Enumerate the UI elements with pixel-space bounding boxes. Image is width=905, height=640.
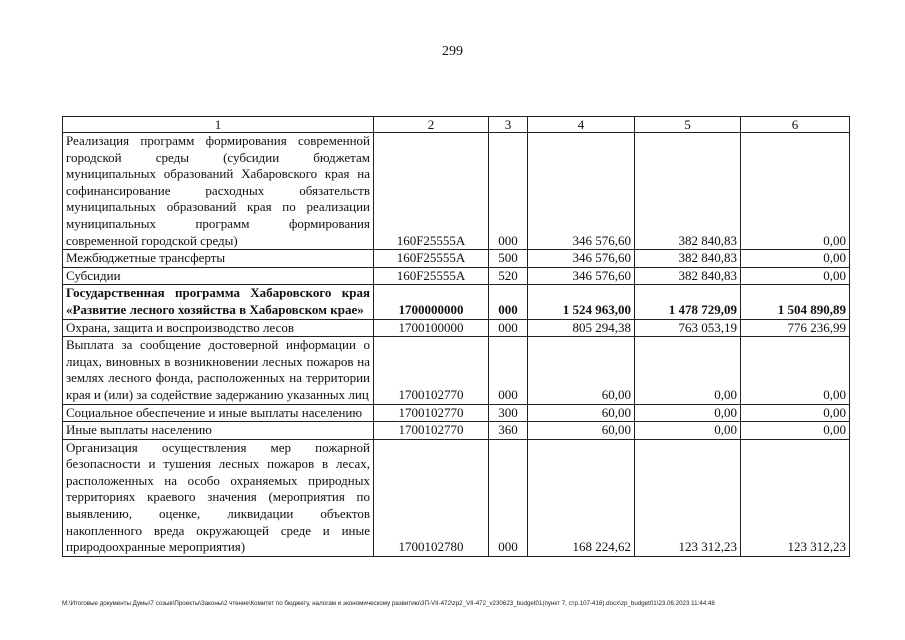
header-col-2: 2 — [374, 117, 489, 133]
table-row — [63, 404, 850, 422]
row-expense-type-cell: 000 — [489, 439, 528, 556]
row-amount-col6-cell: 0,00 — [741, 133, 850, 250]
row-name-cell: Субсидии — [63, 267, 374, 285]
row-amount-col4-cell: 346 576,60 — [528, 267, 635, 285]
budget-table — [62, 116, 850, 557]
row-amount-col6-cell: 1 504 890,89 — [741, 285, 850, 319]
table-row — [63, 337, 850, 404]
row-expense-type-cell: 000 — [489, 337, 528, 404]
row-amount-col5-cell: 1 478 729,09 — [635, 285, 741, 319]
row-amount-col4-cell: 60,00 — [528, 404, 635, 422]
row-amount-col6-cell: 123 312,23 — [741, 439, 850, 556]
row-amount-col4-cell: 60,00 — [528, 337, 635, 404]
row-amount-col6-cell: 0,00 — [741, 267, 850, 285]
row-expense-type-cell: 500 — [489, 250, 528, 268]
row-csr-code-cell: 1700102780 — [374, 439, 489, 556]
row-amount-col6-cell: 776 236,99 — [741, 319, 850, 337]
table-row — [63, 319, 850, 337]
row-expense-type-cell: 000 — [489, 133, 528, 250]
row-amount-col6-cell: 0,00 — [741, 404, 850, 422]
table-row — [63, 250, 850, 268]
header-col-3: 3 — [489, 117, 528, 133]
table-header-row — [63, 117, 850, 133]
row-csr-code-cell: 1700102770 — [374, 404, 489, 422]
row-amount-col4-cell: 168 224,62 — [528, 439, 635, 556]
row-name-cell: Реализация программ формирования современной городской среды (субсидии бюджетам муниципальных образований Хабаровского края на софинансирование расходных обязательств муниципальных образований края по реализации муниципальных программ формирования современной городской среды) — [63, 133, 374, 250]
row-amount-col4-cell: 346 576,60 — [528, 250, 635, 268]
page-number: 299 — [442, 44, 463, 59]
row-expense-type-cell: 000 — [489, 285, 528, 319]
row-amount-col5-cell: 382 840,83 — [635, 267, 741, 285]
header-col-6: 6 — [741, 117, 850, 133]
table-row — [63, 267, 850, 285]
row-csr-code-cell: 1700102770 — [374, 422, 489, 440]
row-name-cell: Межбюджетные трансферты — [63, 250, 374, 268]
row-name-cell: Охрана, защита и воспроизводство лесов — [63, 319, 374, 337]
row-amount-col5-cell: 382 840,83 — [635, 133, 741, 250]
row-amount-col6-cell: 0,00 — [741, 422, 850, 440]
row-name-cell: Государственная программа Хабаровского края «Развитие лесного хозяйства в Хабаровском крае» — [63, 285, 374, 319]
row-csr-code-cell: 1700000000 — [374, 285, 489, 319]
row-amount-col5-cell: 0,00 — [635, 337, 741, 404]
row-csr-code-cell: 160F25555A — [374, 133, 489, 250]
row-expense-type-cell: 300 — [489, 404, 528, 422]
row-expense-type-cell: 520 — [489, 267, 528, 285]
row-amount-col4-cell: 805 294,38 — [528, 319, 635, 337]
table-row — [63, 439, 850, 556]
header-col-5: 5 — [635, 117, 741, 133]
row-csr-code-cell: 1700100000 — [374, 319, 489, 337]
row-name-cell: Социальное обеспечение и иные выплаты населению — [63, 404, 374, 422]
row-csr-code-cell: 160F25555A — [374, 250, 489, 268]
row-amount-col6-cell: 0,00 — [741, 337, 850, 404]
table-row — [63, 133, 850, 250]
row-expense-type-cell: 000 — [489, 319, 528, 337]
row-amount-col4-cell: 346 576,60 — [528, 133, 635, 250]
table-row — [63, 285, 850, 319]
table-row — [63, 422, 850, 440]
row-name-cell: Иные выплаты населению — [63, 422, 374, 440]
row-amount-col5-cell: 0,00 — [635, 404, 741, 422]
row-amount-col5-cell: 382 840,83 — [635, 250, 741, 268]
row-amount-col6-cell: 0,00 — [741, 250, 850, 268]
row-csr-code-cell: 160F25555A — [374, 267, 489, 285]
row-amount-col4-cell: 60,00 — [528, 422, 635, 440]
row-amount-col5-cell: 763 053,19 — [635, 319, 741, 337]
header-col-4: 4 — [528, 117, 635, 133]
header-col-1: 1 — [63, 117, 374, 133]
row-amount-col5-cell: 0,00 — [635, 422, 741, 440]
file-path-footer: M:\Итоговые документы Думы\7 созыв\Проекты\Законы\2 чтение\Комитет по бюджету, налогам и экономическому развитию\3П-VII-472\zp2_VII-472_v230623_budget01(пункт 7, стр.107-416).docx\zp_budget01\23.06.2023 11:44:48 — [62, 600, 715, 607]
row-expense-type-cell: 360 — [489, 422, 528, 440]
row-csr-code-cell: 1700102770 — [374, 337, 489, 404]
row-amount-col5-cell: 123 312,23 — [635, 439, 741, 556]
row-name-cell: Выплата за сообщение достоверной информации о лицах, виновных в возникновении лесных пожаров на землях лесного фонда, расположенных на территории края и (или) за содействие задержанию указанных лиц — [63, 337, 374, 404]
row-name-cell: Организация осуществления мер пожарной безопасности и тушения лесных пожаров в лесах, расположенных на особо охраняемых природных территориях краевого значения (мероприятия по выявлению, оценке, ликвидации объектов накопленного вреда окружающей среде и иные природоохранные мероприятия) — [63, 439, 374, 556]
row-amount-col4-cell: 1 524 963,00 — [528, 285, 635, 319]
